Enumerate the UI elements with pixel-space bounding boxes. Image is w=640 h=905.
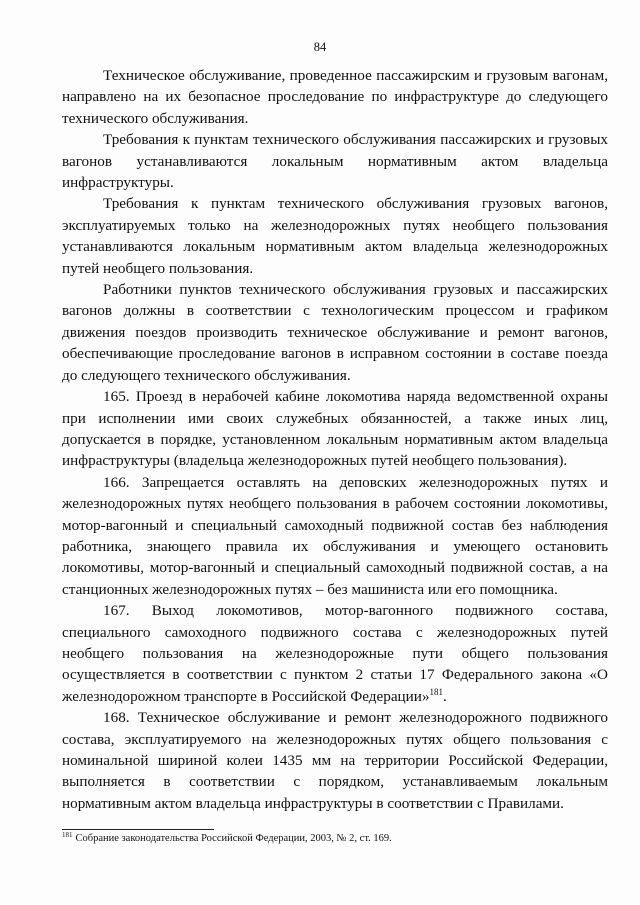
footnote-marker: 181 (62, 830, 73, 839)
page-number: 84 (313, 40, 327, 54)
paragraph-inspection-workers: Работники пунктов технического обслуживания грузовых и пассажирских вагонов должны в соответствии с технологическим процессом и графиком движения поездов производить техническое обслуживание и ремонт вагонов, обеспечивающие проследование вагонов в исправном состоянии в составе поезда до следующего технического обслуживания. (62, 281, 608, 384)
footnote-reference-181[interactable]: 181 (429, 686, 444, 697)
paragraph-requirements-freight-non-public: Требования к пунктам технического обслуживания грузовых вагонов, эксплуатируемых только на железнодорожных путях необщего пользования устанавливаются локальным нормативным актом владельца железнодорожных путей необщего пользования. (62, 195, 608, 277)
document-body (62, 65, 608, 814)
footnote (62, 832, 608, 846)
paragraph-167 (62, 600, 608, 707)
paragraph-requirements-inspection-points: Требования к пунктам технического обслуживания пассажирских и грузовых вагонов устанавливаются локальным нормативным актом владельца инфраструктуры. (62, 131, 608, 192)
paragraph-167-tail: . (443, 687, 447, 705)
paragraph-165: 165. Проезд в нерабочей кабине локомотива наряда ведомственной охраны при исполнении ими своих служебных обязанностей, а также иных лиц, допускается в порядке, установленном локальным нормативным актом владельца инфраструктуры (владельца железнодорожных путей необщего пользования). (62, 388, 608, 470)
paragraph-inspection-purpose: Техническое обслуживание, проведенное пассажирским и грузовым вагонам, направлено на их безопасное проследование по инфраструктуре до следующего технического обслуживания. (62, 67, 608, 127)
paragraph-168: 168. Техническое обслуживание и ремонт железнодорожного подвижного состава, эксплуатируемого на железнодорожных путях общего пользования с номинальной шириной колеи 1435 мм на территории Российской Федерации, выполняется в соответствии с порядком, устанавливаемым локальным нормативным актом владельца инфраструктуры в соответствии с Правилами. (62, 709, 608, 812)
footnote-divider (62, 829, 214, 830)
paragraph-166: 166. Запрещается оставлять на деповских железнодорожных путях и железнодорожных путях необщего пользования в рабочем состоянии локомотивы, мотор-вагонный и специальный самоходный подвижной состав без наблюдения работника, знающего правила их обслуживания и умеющего остановить локомотивы, мотор-вагонный и специальный самоходный подвижной состав, а на станционных железнодорожных путях – без машиниста или его помощника. (62, 473, 608, 598)
footnote-text: Собрание законодательства Российской Федерации, 2003, № 2, ст. 169. (75, 833, 392, 844)
paragraph-167-text: 167. Выход локомотивов, мотор-вагонного подвижного состава, специального самоходного подвижного состава с железнодорожных путей необщего пользования на железнодорожные пути общего пользования осуществляется в соответствии с пунктом 2 статьи 17 Федерального закона «О железнодорожном транспорте в Российской Федерации» (62, 602, 608, 705)
